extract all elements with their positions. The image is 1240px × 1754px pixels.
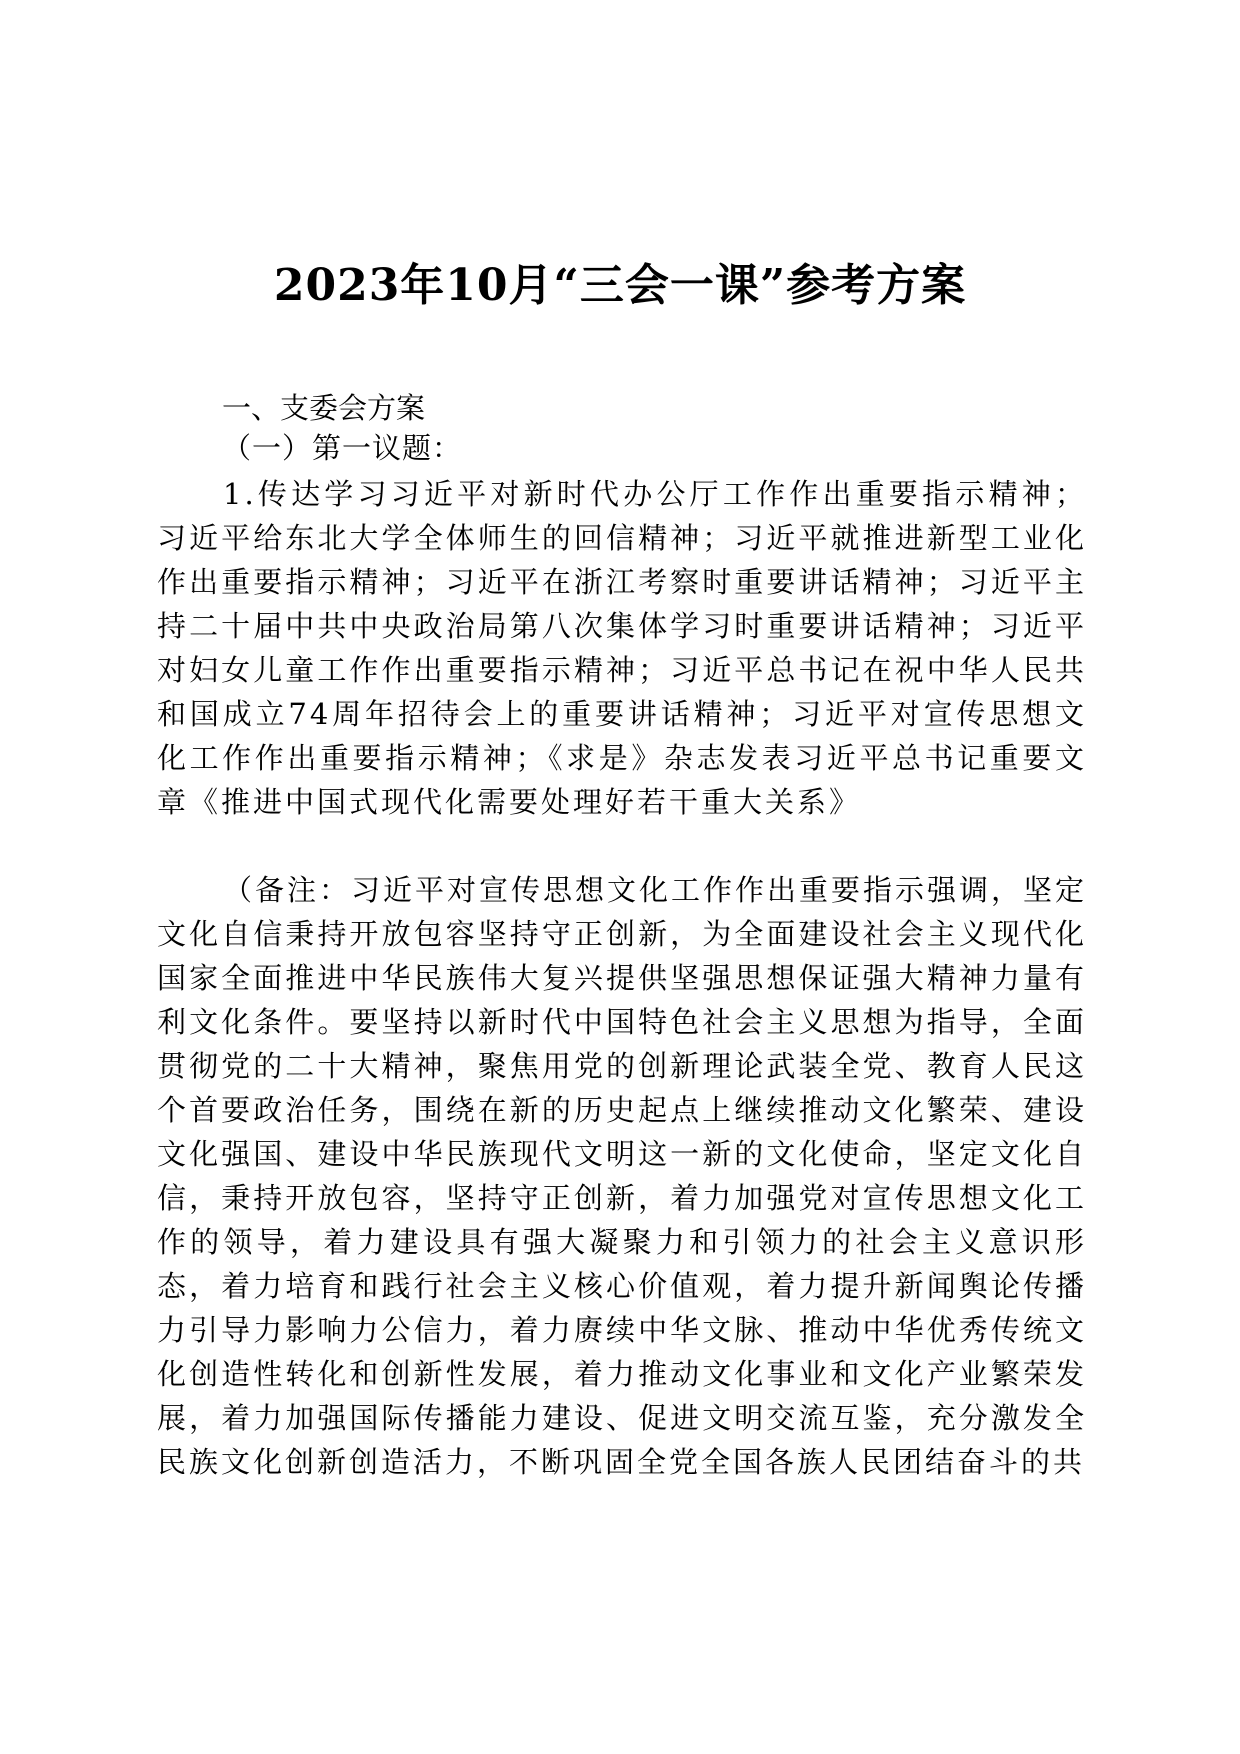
section-heading: 一、支委会方案 xyxy=(222,391,426,425)
body-paragraph: 1.传达学习习近平对新时代办公厅工作作出重要指示精神；习近平给东北大学全体师生的回信精神；习近平就推进新型工业化作出重要指示精神；习近平在浙江考察时重要讲话精神；习近平主持二十届中共中央政治局第八次集体学习时重要讲话精神；习近平对妇女儿童工作作出重要指示精神；习近平总书记在祝中华人民共和国成立74周年招待会上的重要讲话精神；习近平对宣传思想文化工作作出重要指示精神；《求是》杂志发表习近平总书记重要文章《推进中国式现代化需要处理好若干重大关系》 xyxy=(157,477,1087,819)
note-paragraph: （备注：习近平对宣传思想文化工作作出重要指示强调，坚定文化自信秉持开放包容坚持守正创新，为全面建设社会主义现代化国家全面推进中华民族伟大复兴提供坚强思想保证强大精神力量有利文化条件。要坚持以新时代中国特色社会主义思想为指导，全面贯彻党的二十大精神，聚焦用党的创新理论武装全党、教育人民这个首要政治任务，围绕在新的历史起点上继续推动文化繁荣、建设文化强国、建设中华民族现代文明这一新的文化使命，坚定文化自信，秉持开放包容，坚持守正创新，着力加强党对宣传思想文化工作的领导，着力建设具有强大凝聚力和引领力的社会主义意识形态，着力培育和践行社会主义核心价值观，着力提升新闻舆论传播力引导力影响力公信力，着力赓续中华文脉、推动中华优秀传统文化创造性转化和创新性发展，着力推动文化事业和文化产业繁荣发展，着力加强国际传播能力建设、促进文明交流互鉴，充分激发全民族文化创新创造活力，不断巩固全党全国各族人民团结奋斗的共 xyxy=(157,873,1088,1479)
document-title: 2023年10月“三会一课”参考方案 xyxy=(273,260,967,311)
subsection-heading: （一）第一议题： xyxy=(222,431,463,465)
